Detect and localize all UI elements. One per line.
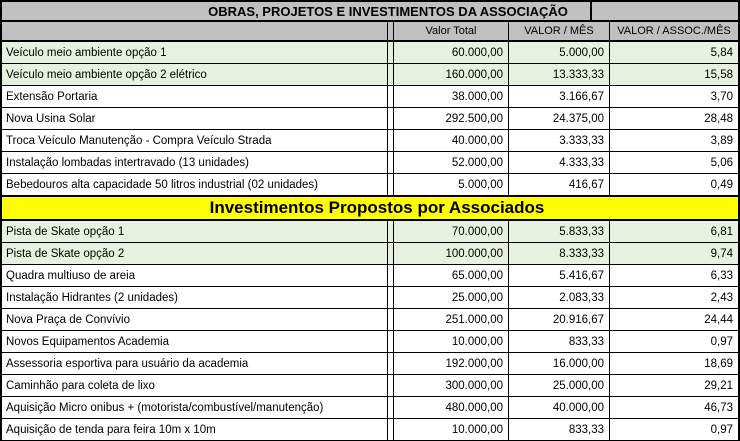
table-row [2,152,738,174]
item-name-cell: Aquisição Micro onibus + (motorista/combustível/manutenção) [2,397,388,419]
valor-total-cell: 160.000,00 [394,64,509,86]
valor-assoc-mes-cell: 3,70 [610,86,738,108]
valor-mes-cell: 416,67 [509,174,610,196]
valor-total-cell: 38.000,00 [394,86,509,108]
table-row [2,375,738,397]
valor-total-cell: 65.000,00 [394,265,509,287]
valor-total-cell: 70.000,00 [394,221,509,243]
valor-total-cell: 100.000,00 [394,243,509,265]
valor-assoc-mes-cell: 6,33 [610,265,738,287]
valor-mes-cell: 3.166,67 [509,86,610,108]
item-name-cell: Pista de Skate opção 1 [2,221,388,243]
valor-mes-cell: 5.416,67 [509,265,610,287]
table-row [2,397,738,419]
valor-total-cell: 480.000,00 [394,397,509,419]
valor-total-cell: 10.000,00 [394,419,509,441]
table-row [2,309,738,331]
item-name-cell: Veículo meio ambiente opção 2 elétrico [2,64,388,86]
valor-total-cell: 52.000,00 [394,152,509,174]
table-row [2,353,738,375]
valor-total-cell: 300.000,00 [394,375,509,397]
item-name-cell: Instalação lombadas intertravado (13 unidades) [2,152,388,174]
item-name-cell: Nova Praça de Convívio [2,309,388,331]
valor-total-cell: 192.000,00 [394,353,509,375]
table-row [2,331,738,353]
valor-mes-cell: 3.333,33 [509,130,610,152]
valor-mes-cell: 833,33 [509,419,610,441]
valor-mes-cell: 13.333,33 [509,64,610,86]
item-name-cell: Aquisição de tenda para feira 10m x 10m [2,419,388,441]
item-name-cell: Extensão Portaria [2,86,388,108]
table-row [2,108,738,130]
item-name-cell: Novos Equipamentos Academia [2,331,388,353]
section-header [2,196,738,221]
table-row [2,419,738,441]
valor-mes-cell: 40.000,00 [509,397,610,419]
valor-total-cell: 40.000,00 [394,130,509,152]
item-name-cell: Assessoria esportiva para usuário da academia [2,353,388,375]
item-name-cell: Pista de Skate opção 2 [2,243,388,265]
table-row [2,42,738,64]
table-row [2,130,738,152]
table-title-text: OBRAS, PROJETOS E INVESTIMENTOS DA ASSOCIAÇÃO [208,3,568,19]
valor-mes-cell: 8.333,33 [509,243,610,265]
valor-assoc-mes-cell: 5,84 [610,42,738,64]
table-row [2,243,738,265]
valor-assoc-mes-cell: 18,69 [610,353,738,375]
valor-total-column-header: Valor Total [394,22,509,42]
valor-assoc-mes-cell: 6,81 [610,221,738,243]
valor-total-cell: 60.000,00 [394,42,509,64]
item-name-cell: Instalação Hidrantes (2 unidades) [2,287,388,309]
valor-assoc-mes-cell: 5,06 [610,152,738,174]
table-row [2,64,738,86]
table-row [2,287,738,309]
table-title [2,2,738,22]
valor-total-cell: 25.000,00 [394,287,509,309]
valor-assoc-mes-cell: 0,97 [610,331,738,353]
valor-mes-cell: 16.000,00 [509,353,610,375]
valor-assoc-mes-cell: 2,43 [610,287,738,309]
valor-mes-cell: 2.083,33 [509,287,610,309]
valor-assoc-mes-cell: 0,49 [610,174,738,196]
valor-assoc-mes-cell: 24,44 [610,309,738,331]
valor-mes-cell: 5.000,00 [509,42,610,64]
valor-assoc-mes-cell: 28,48 [610,108,738,130]
item-column-header [2,22,388,42]
column-header-row [2,22,738,42]
valor-mes-cell: 24.375,00 [509,108,610,130]
valor-mes-column-header: VALOR / MÊS [509,22,610,42]
valor-total-cell: 292.500,00 [394,108,509,130]
grid-divider [590,2,592,20]
section-header-text: Investimentos Propostos por Associados [209,198,545,217]
valor-mes-cell: 25.000,00 [509,375,610,397]
valor-total-cell: 10.000,00 [394,331,509,353]
valor-assoc-mes-column-header: VALOR / ASSOC./MÊS [610,22,738,42]
table-row [2,221,738,243]
table-row [2,86,738,108]
valor-assoc-mes-cell: 29,21 [610,375,738,397]
valor-mes-cell: 833,33 [509,331,610,353]
valor-assoc-mes-cell: 3,89 [610,130,738,152]
valor-mes-cell: 4.333,33 [509,152,610,174]
table-row [2,174,738,196]
table-row [2,265,738,287]
valor-mes-cell: 20.916,67 [509,309,610,331]
valor-assoc-mes-cell: 46,73 [610,397,738,419]
item-name-cell: Caminhão para coleta de lixo [2,375,388,397]
item-name-cell: Bebedouros alta capacidade 50 litros industrial (02 unidades) [2,174,388,196]
valor-assoc-mes-cell: 9,74 [610,243,738,265]
valor-assoc-mes-cell: 0,97 [610,419,738,441]
item-name-cell: Quadra multiuso de areia [2,265,388,287]
item-name-cell: Troca Veículo Manutenção - Compra Veículo Strada [2,130,388,152]
item-name-cell: Nova Usina Solar [2,108,388,130]
valor-mes-cell: 5.833,33 [509,221,610,243]
valor-total-cell: 251.000,00 [394,309,509,331]
item-name-cell: Veículo meio ambiente opção 1 [2,42,388,64]
valor-assoc-mes-cell: 15,58 [610,64,738,86]
valor-total-cell: 5.000,00 [394,174,509,196]
